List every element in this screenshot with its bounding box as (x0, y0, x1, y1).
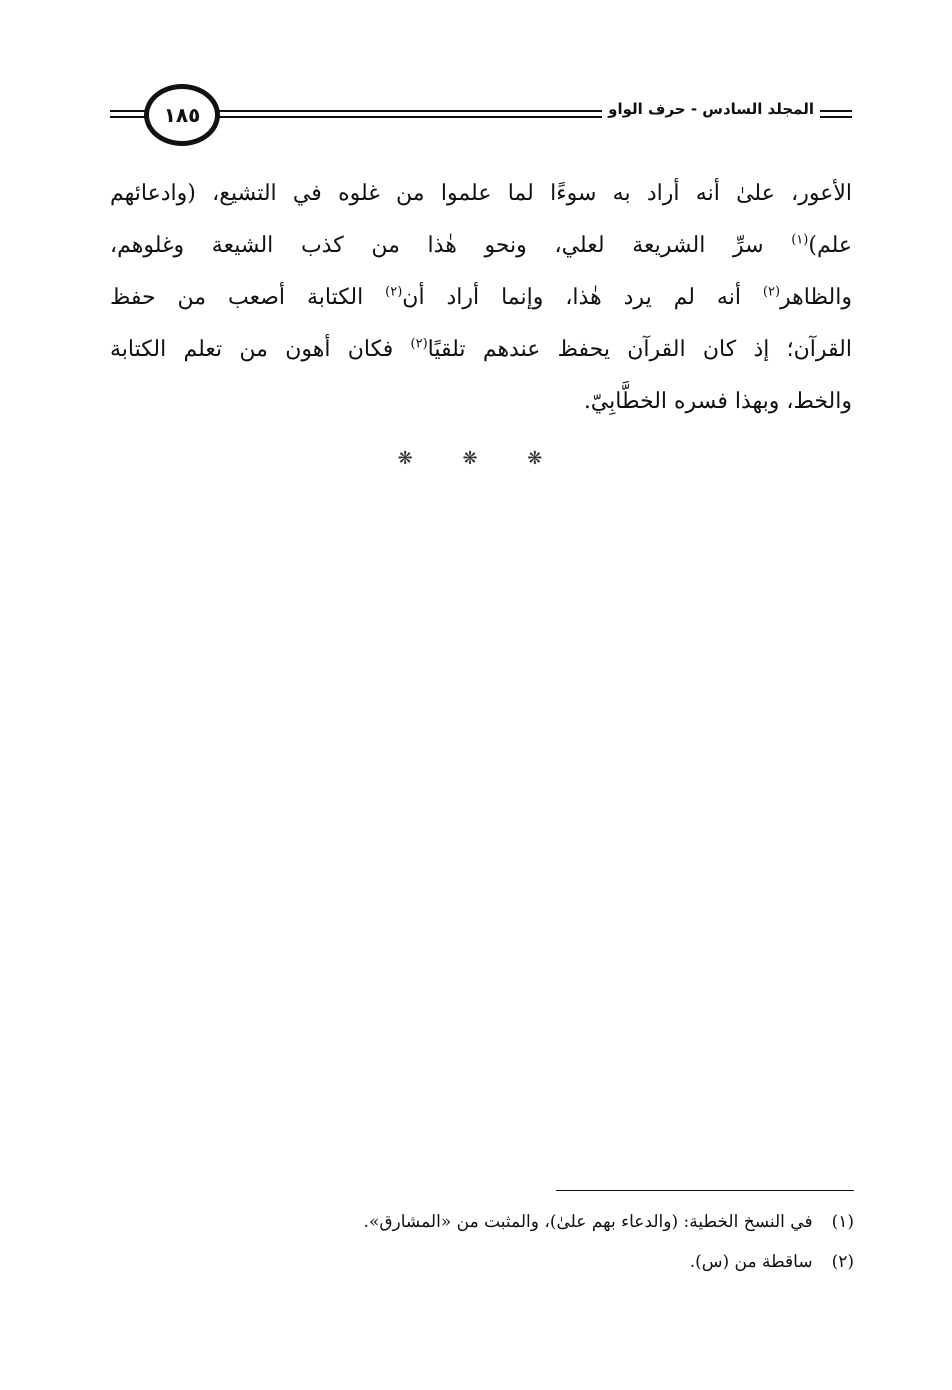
footnote-item (110, 1242, 854, 1282)
text-segment: أنه لم يرد هٰذا، وإنما أراد أن (402, 285, 763, 310)
text-line (110, 220, 852, 272)
footnote-reference[interactable]: (٢) (410, 336, 428, 352)
footnote-rule (556, 1190, 854, 1191)
text-segment: سرِّ الشريعة لعلي، ونحو هٰذا من كذب الشيعة وغلوهم، (110, 233, 792, 258)
text-segment: القرآن؛ إذ كان القرآن يحفظ عندهم تلقيًا (427, 337, 852, 362)
footnote-reference[interactable]: (١) (791, 232, 809, 248)
footnote-number: (٢) (831, 1252, 854, 1272)
footnote-item (110, 1202, 854, 1242)
section-separator: ❋ ❋ ❋ (397, 448, 565, 469)
footnote-reference[interactable]: (٢) (385, 284, 403, 300)
footnote-text: ساقطة من (س). (689, 1252, 818, 1272)
text-line (110, 324, 852, 376)
text-segment: الأعور، علىٰ أنه أراد به سوءًا لما علموا من غلوه في التشيع، (وادعائهم (110, 181, 852, 206)
running-header (110, 84, 852, 150)
main-text (110, 168, 852, 428)
footnote-text: في النسخ الخطية: (والدعاء بهم علىٰ)، والمثبت من «المشارق». (363, 1212, 818, 1232)
text-segment: والظاهر (780, 285, 852, 310)
page-number-badge (144, 84, 220, 146)
text-line (110, 168, 852, 220)
page-number: ١٨٥ (163, 103, 201, 127)
text-segment: علم) (808, 233, 852, 258)
running-title: المجلد السادس - حرف الواو (602, 100, 820, 118)
footnote-reference[interactable]: (٢) (762, 284, 781, 300)
footnotes (110, 1202, 854, 1282)
text-segment: فكان أهون من تعلم الكتابة (110, 337, 411, 362)
text-line (110, 376, 852, 428)
text-segment: الكتابة أصعب من حفظ (110, 285, 386, 310)
text-segment: والخط، وبهذا فسره الخطَّابِيّ. (583, 389, 852, 414)
footnote-number: (١) (831, 1212, 854, 1232)
text-line (110, 272, 852, 324)
